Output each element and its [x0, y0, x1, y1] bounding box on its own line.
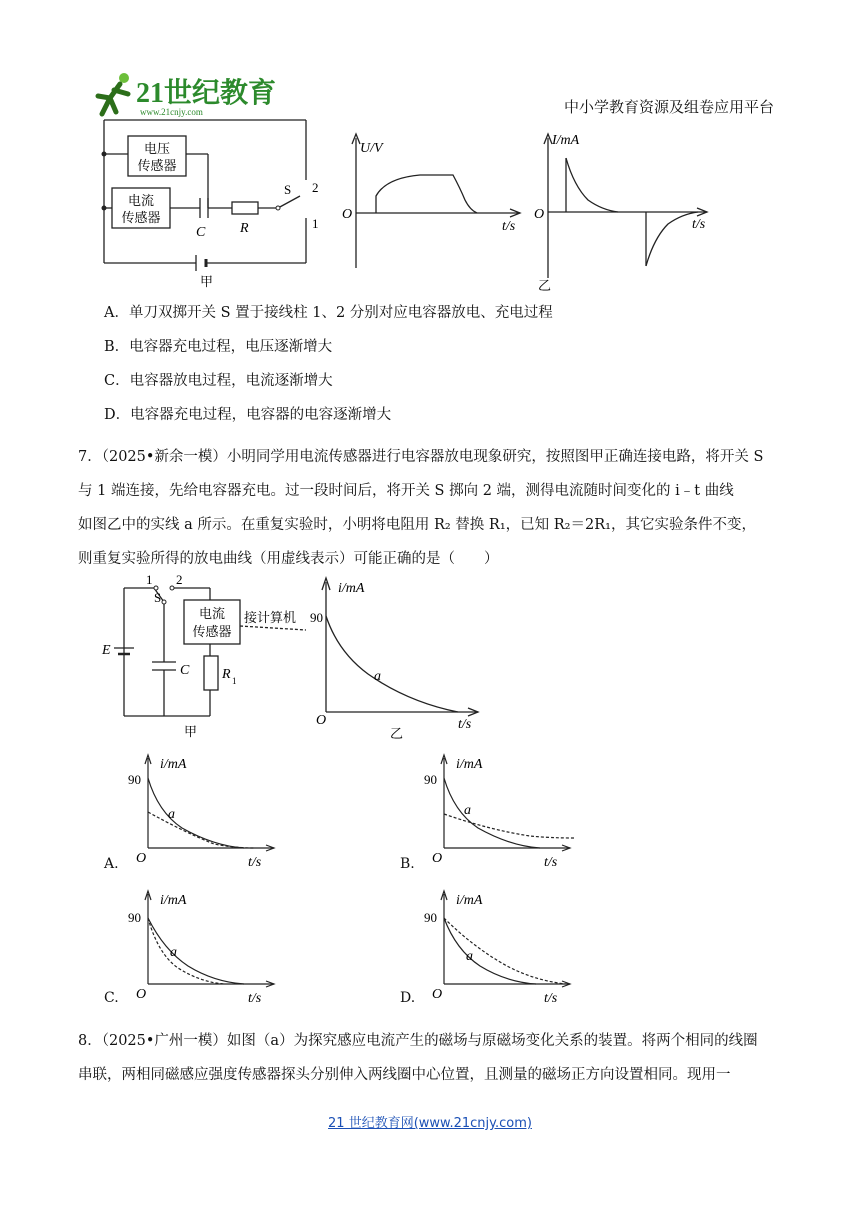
current-sensor-label-1: 电流: [127, 194, 155, 209]
peak-label: 90: [310, 610, 323, 625]
q8-line: 8．（2025•广州一模）如图（a）为探究感应电流产生的磁场与原磁场变化关系的装置。将两个相同的线圈: [78, 1033, 758, 1049]
figure-yi-label: 乙: [538, 279, 552, 294]
capacitor-label: C: [180, 663, 190, 678]
q7-option-b[interactable]: [400, 752, 590, 872]
resistor-subscript: 1: [232, 676, 237, 686]
u-axis-label: U/V: [360, 141, 383, 156]
origin-label: O: [534, 207, 545, 222]
logo-url: www.21cnjy.com: [140, 107, 203, 117]
option-c-graph: [124, 888, 294, 1008]
option-b-graph: [420, 752, 590, 872]
q6-voltage-graph: [340, 128, 530, 278]
origin-label: O: [342, 207, 353, 222]
q8-stem: [78, 1024, 788, 1092]
t-axis-label: t/s: [544, 991, 558, 1006]
peak-label: 90: [424, 910, 437, 925]
terminal-1-label: 1: [146, 572, 153, 587]
curve-label: a: [464, 803, 471, 818]
q6-option-a[interactable]: A．单刀双掷开关 S 置于接线柱 1、2 分别对应电容器放电、充电过程: [104, 305, 553, 321]
terminal-2-label: 2: [176, 572, 183, 587]
origin-label: O: [136, 851, 147, 866]
option-a-graph: [124, 752, 294, 872]
runner-logo-icon: [98, 73, 129, 114]
figure-jia-label: 甲: [184, 725, 198, 740]
capacitor-label: C: [196, 225, 206, 240]
curve-label: a: [170, 945, 177, 960]
curve-label: a: [168, 807, 175, 822]
logo-text: 21世纪教育: [136, 78, 277, 109]
terminal-2-label: 2: [312, 180, 319, 195]
switch-label: S: [284, 182, 292, 197]
origin-label: O: [432, 987, 443, 1002]
resistor-label: R: [240, 221, 249, 236]
peak-label: 90: [128, 910, 141, 925]
q7-stem: [78, 440, 788, 576]
resistor-label: R: [222, 667, 231, 682]
platform-title: 中小学教育资源及组卷应用平台: [563, 98, 774, 116]
t-axis-label: t/s: [502, 219, 516, 234]
origin-label: O: [136, 987, 147, 1002]
option-b-label: B.: [400, 856, 415, 872]
q7-line: 与 1 端连接，先给电容器充电。过一段时间后，将开关 S 掷向 2 端，测得电流随时间变化的 i﹣t 曲线: [78, 483, 734, 499]
curve-label: a: [374, 669, 381, 684]
origin-label: O: [316, 713, 327, 728]
option-d-label: D.: [400, 990, 416, 1006]
option-c-label: C.: [104, 990, 119, 1006]
voltage-sensor-label-2: 传感器: [137, 159, 177, 174]
q6-option-d[interactable]: D．电容器充电过程，电容器的电容逐渐增大: [104, 407, 392, 423]
q7-circuit-diagram: [96, 572, 316, 742]
switch-label: S: [154, 590, 162, 605]
footer-link[interactable]: 21 世纪教育网(www.21cnjy.com): [328, 1116, 532, 1131]
site-logo: [80, 68, 277, 120]
option-a-label: A.: [104, 856, 119, 872]
current-sensor-label-2: 传感器: [192, 625, 232, 640]
terminal-1-label: 1: [312, 216, 319, 231]
q7-option-d[interactable]: [400, 888, 590, 1008]
i-axis-label: i/mA: [160, 757, 187, 772]
figure-jia-label: 甲: [200, 275, 214, 290]
option-d-graph: [420, 888, 590, 1008]
q6-current-graph: [532, 128, 732, 293]
q7-line: 则重复实验所得的放电曲线（用虚线表示）可能正确的是（ ）: [78, 551, 499, 567]
t-axis-label: t/s: [248, 855, 262, 870]
current-sensor-label-1: 电流: [198, 607, 226, 622]
q6-circuit-diagram: [96, 118, 336, 288]
q7-line: 如图乙中的实线 a 所示。在重复实验时，小明将电阻用 R₂ 替换 R₁，已知 R₂＝2R₁，其它实验条件不变，: [78, 517, 756, 533]
t-axis-label: t/s: [248, 991, 262, 1006]
i-axis-label: i/mA: [338, 581, 365, 596]
q7-line: 7．（2025•新余一模）小明同学用电流传感器进行电容器放电现象研究，按照图甲正确连接电路，将开关 S: [78, 449, 764, 465]
i-axis-label: i/mA: [160, 893, 187, 908]
peak-label: 90: [424, 772, 437, 787]
t-axis-label: t/s: [544, 855, 558, 870]
i-axis-label: i/mA: [456, 757, 483, 772]
peak-label: 90: [128, 772, 141, 787]
q8-line: 串联，两相同磁感应强度传感器探头分别伸入两线圈中心位置，且测量的磁场正方向设置相同。现用一: [78, 1067, 731, 1083]
figure-yi-label: 乙: [390, 727, 404, 742]
q6-option-b[interactable]: B．电容器充电过程，电压逐渐增大: [104, 339, 333, 355]
voltage-sensor-label-1: 电压: [143, 142, 171, 157]
t-axis-label: t/s: [458, 717, 472, 732]
origin-label: O: [432, 851, 443, 866]
q7-current-graph: [308, 572, 498, 742]
q7-option-a[interactable]: [104, 752, 294, 872]
computer-label: 接计算机: [244, 611, 297, 626]
q7-option-c[interactable]: [104, 888, 294, 1008]
i-axis-label: i/mA: [456, 893, 483, 908]
emf-label: E: [102, 643, 111, 658]
current-sensor-label-2: 传感器: [121, 211, 161, 226]
t-axis-label: t/s: [692, 217, 706, 232]
curve-label: a: [466, 949, 473, 964]
q6-option-c[interactable]: C．电容器放电过程，电流逐渐增大: [104, 373, 333, 389]
i-axis-label: I/mA: [552, 133, 580, 148]
